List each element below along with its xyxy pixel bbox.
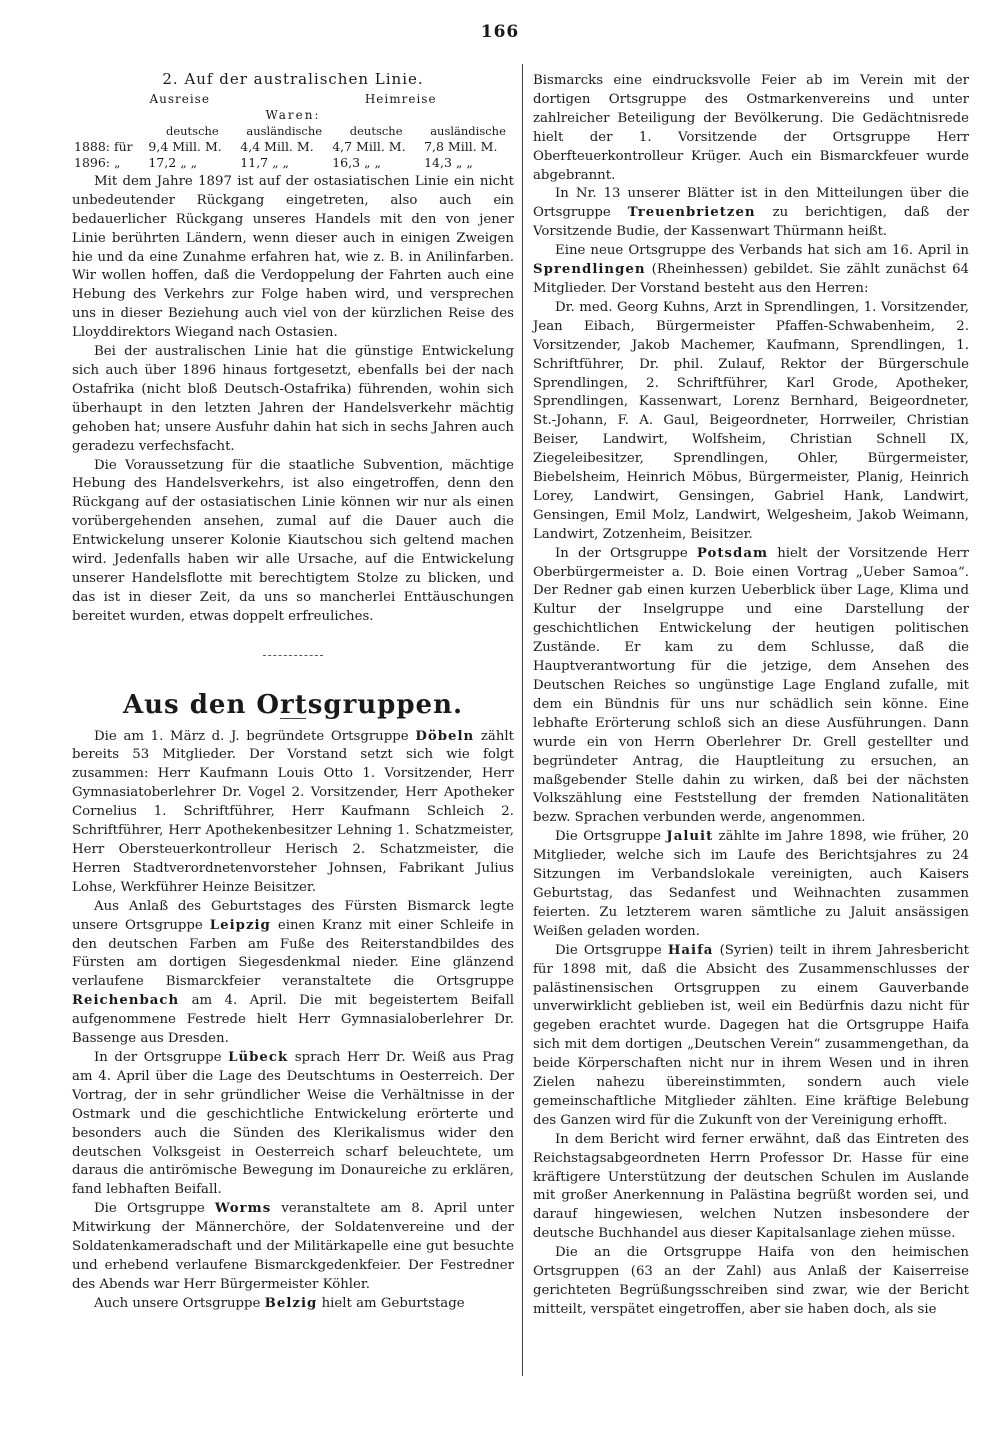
- paragraph: Auch unsere Ortsgruppe Belzig hielt am Geburtstage: [94, 1295, 465, 1311]
- table-header: deutsche: [349, 123, 403, 138]
- table-cell: 4,4 Mill. M.: [240, 138, 314, 154]
- place-name: Reichenbach: [72, 993, 180, 1009]
- goods-label: Waren:: [265, 107, 321, 122]
- table-header: [72, 123, 146, 139]
- paragraph: Die am 1. März d. J. begründete Ortsgruppe Döbeln zählt bereits 53 Mitglieder. Der Vorstand setzt sich wie folgt zusammen: Herr Kaufmann Louis Otto 1. Vorsitzender, Herr Gymnasiatoberlehrer Dr. Vogel 2. Vorsitzender, Herr Apotheker Cornelius 1. Schriftführer, Herr Kaufmann Schleich 2. Schriftführer, Herr Apothekenbesitzer Lehning 1. Schatzmeister, Herr Obersteuerkontrolleur Herisch 2. Schatzmeister, die Herren Stadtverordnetenvorsteher Johnsen, Fabrikant Julius Lohse, Werkführer Heinze Beisitzer.: [72, 728, 514, 895]
- paragraph: Bei der australischen Linie hat die günstige Entwickelung sich auch über 1896 hinaus fortgesetzt, ebenfalls bei der nach Ostafrika (nicht bloß Deutsch-Ostafrika) führenden, wohin sich überhaupt in den letzten Jahren der Handelsverkehr mächtig gehoben hat; unsere Ausfuhr dahin hat sich in sechs Jahren auch geradezu verfechsfacht.: [72, 344, 514, 454]
- column-divider: [522, 64, 523, 1376]
- section-separator: [263, 655, 323, 656]
- table-cell: 7,8 Mill. M.: [424, 138, 498, 154]
- place-name: Leipzig: [209, 917, 271, 933]
- place-name: Döbeln: [415, 728, 475, 744]
- place-name: Lübeck: [228, 1049, 289, 1065]
- table-header: ausländische: [246, 123, 323, 138]
- place-name: Jaluit: [666, 829, 714, 845]
- paragraph: Aus Anlaß des Geburtstages des Fürsten Bismarck legte unsere Ortsgruppe Leipzig einen Kranz mit einer Schleife in den deutschen Farben am Fuße des Reiterstandbildes des Fürsten am dortigen Siegesdenkmal nieder. Eine glänzend verlaufene Bismarckfeier veranstaltete die Ortsgruppe Reichenbach am 4. April. Die mit begeistertem Beifall aufgenommene Festrede hielt Herr Gymnasialoberlehrer Dr. Bassenge aus Dresden.: [72, 898, 515, 1047]
- paragraph: In Nr. 13 unserer Blätter ist in den Mitteilungen über die Ortsgruppe Treuenbrietzen zu berichtigen, daß der Vorsitzende Budie, der Kassenwart Thürmann heißt.: [533, 186, 970, 240]
- page-number: 166: [480, 22, 520, 42]
- table-cell: 17,2 „ „: [148, 154, 198, 170]
- table-header: deutsche: [165, 123, 219, 138]
- place-name: Belzig: [264, 1295, 318, 1311]
- main-heading: Aus den Ortsgruppen.: [122, 689, 464, 720]
- section-heading: 2. Auf der australischen Linie.: [162, 70, 424, 88]
- place-name: Worms: [214, 1201, 272, 1217]
- table-cell: 14,3 „ „: [424, 154, 473, 170]
- table-cell: 16,3 „ „: [332, 154, 381, 170]
- paragraph: Die Ortsgruppe Jaluit zählte im Jahre 1898, wie früher, 20 Mitglieder, welche sich im Laufe des Berichtsjahres zu 24 Sitzungen im Verbandslokale vereinigten, auch Kaisers Geburtstag, das Sedanfest und Weihnachten zusammen feierten. Zu letzterem waren sämtliche zu Jaluit ansässigen Weißen geladen worden.: [533, 829, 969, 939]
- paragraph: Die Ortsgruppe Worms veranstaltete am 8. April unter Mitwirkung der Männerchöre, der Soldatenvereine und der Soldatenkameradschaft und der Militärkapelle eine gut besuchte und erhebend verlaufene Bismarckgedenkfeier. Der Festredner des Abends war Herr Bürgermeister Köhler.: [72, 1201, 514, 1292]
- place-name: Haifa: [667, 942, 714, 958]
- table-row: [72, 155, 514, 171]
- place-name: Potsdam: [696, 545, 769, 561]
- table-cell: 1896: „: [74, 154, 121, 170]
- table-cell: 11,7 „ „: [240, 154, 290, 170]
- table-header-row: [72, 123, 514, 139]
- paragraph: In der Ortsgruppe Potsdam hielt der Vorsitzende Herr Oberbürgermeister a. D. Boie einen Vortrag „Ueber Samoa“. Der Redner gab einen kurzen Ueberblick über Lage, Klima und Kultur der Inselgruppe und eine Darstellung der geschichtlichen Entwickelung der heutigen politischen Zustände. Er kam zu dem Schlusse, daß die Hauptverantwortung für die jetzige, dem Ansehen des Deutschen Reiches so ungünstige Lage England zufalle, mit dem ein Bündnis für uns nur schädlich sein könne. Eine lebhafte Erörterung schloß sich an diese Ausführungen. Dann wurde ein von Herrn Oberlehrer Dr. Grell gestellter und begründeter Antrag, die Hauptleitung zu ersuchen, an maßgebender Stelle dahin zu wirken, daß bei der nächsten Volkszählung eine Feststellung der fremden Nationalitäten bezw. Sprachen verbunden werde, angenommen.: [533, 545, 969, 826]
- right-column: [533, 72, 969, 1320]
- paragraph: Die an die Ortsgruppe Haifa von den heimischen Ortsgruppen (63 an der Zahl) aus Anlaß der Kaiserreise gerichteten Begrüßungsschreiben sind zwar, wie der Bericht mitteilt, verspätet eingetroffen, aber sie haben doch, als sie: [533, 1245, 969, 1317]
- trade-direction-row: [72, 91, 514, 107]
- homeward-label: Heimreise: [364, 91, 437, 106]
- paragraph: In dem Bericht wird ferner erwähnt, daß das Eintreten des Reichstagsabgeordneten Herrn Professor Dr. Hasse für eine kräftigere Unterstützung der deutschen Schulen im Auslande mit großer Anerkennung in Palästina begrüßt worden sei, und darauf hingewiesen, welchen Nutzen insbesondere der deutsche Buchhandel aus dieser Kapitalsanlage ziehen müsse.: [533, 1131, 969, 1242]
- paragraph: Dr. med. Georg Kuhns, Arzt in Sprendlingen, 1. Vorsitzender, Jean Eibach, Bürgermeister Pfaffen-Schwabenheim, 2. Vorsitzender, Jakob Machemer, Kaufmann, Sprendlingen, 1. Schriftführer, Dr. phil. Zulauf, Rektor der Bürgerschule Sprendlingen, 2. Schriftführer, Karl Grode, Apotheker, Sprendlingen, Kassenwart, Lorenz Bernhard, Beigeordneter, St.-Johann, F. A. Gaul, Beigeordneter, Horrweiler, Christian Beiser, Landwirt, Wolfsheim, Christian Schnell IX, Ziegeleibesitzer, Sprendlingen, Ohler, Bürgermeister, Biebelsheim, Heinrich Möbus, Bürgermeister, Planig, Heinrich Lorey, Landwirt, Gensingen, Gabriel Hank, Landwirt, Gensingen, Emil Molz, Landwirt, Welgesheim, Jakob Weimann, Landwirt, Zotzenheim, Beisitzer.: [533, 299, 969, 542]
- table-cell: 4,7 Mill. M.: [332, 138, 406, 154]
- table-row: [72, 139, 514, 155]
- paragraph: Bismarcks eine eindrucksvolle Feier ab im Verein mit der dortigen Ortsgruppe des Ostmarkenvereins und unter zahlreicher Beteiligung der Bevölkerung. Die Gedächtnisrede hielt der 1. Vorsitzende der Ortsgruppe Herr Oberfteuerkontrolleur Krüger. Auch ein Bismarckfeuer wurde abgebrannt.: [533, 73, 969, 183]
- trade-table: [72, 123, 514, 171]
- table-header: ausländische: [430, 123, 506, 138]
- paragraph: In der Ortsgruppe Lübeck sprach Herr Dr. Weiß aus Prag am 4. April über die Lage des Deutschtums in Oesterreich. Der Vortrag, der in sehr gründlicher Weise die Verhältnisse in der Ostmark und die geschichtliche Entwickelung erörterte und besonders auch die Sünden des Klerikalismus wider den deutschen Volksgeist in Oesterreich scharf beleuchtete, um daraus die antirömische Bewegung im Donaureiche zu erklären, fand lebhaften Beifall.: [72, 1049, 514, 1198]
- left-column: [72, 70, 514, 1314]
- table-cell: 9,4 Mill. M.: [148, 138, 222, 154]
- paragraph: Mit dem Jahre 1897 ist auf der ostasiatischen Linie ein nicht unbedeutender Rückgang eingetreten, also auch ein bedauerlicher Rückgang unseres Handels mit den von jener Linie berührten Ländern, wenn dieser auch in einigen Zweigen hie und da eine Zunahme erfahren hat, wie z. B. in Anilinfarben. Wir wollen hoffen, daß die Verdoppelung der Fahrten auch eine Hebung des Verkehrs zur Folge haben wird, und versprechen uns in dieser Beziehung auch viel von der kürzlichen Reise des Lloyddirektors Wiegand nach Ostasien.: [72, 173, 514, 341]
- place-name: Treuenbrietzen: [627, 205, 756, 221]
- paragraph: Die Voraussetzung für die staatliche Subvention, mächtige Hebung des Handelsverkehrs, ist also eingetroffen, denn den Rückgang auf der ostasiatischen Linie können wir nur als einen vorübergehenden ansehen, zumal auf die Dauer auch die Entwickelung unserer Kolonie Kiautschou sich geltend machen wird. Jedenfalls haben wir alle Ursache, auf die Entwickelung unserer Handelsflotte mit berechtigtem Stolze zu blicken, und das ist in dieser Zeit, da uns so mancherlei Enttäuschungen bereitet wurden, etwas doppelt erfreuliches.: [72, 457, 514, 624]
- outward-label: Ausreise: [149, 91, 210, 106]
- place-name: Sprendlingen: [533, 262, 646, 278]
- paragraph: Eine neue Ortsgruppe des Verbands hat sich am 16. April in Sprendlingen (Rheinhessen) gebildet. Sie zählt zunächst 64 Mitglieder. Der Vorstand besteht aus den Herren:: [533, 243, 969, 296]
- table-cell: 1888: für: [74, 138, 133, 154]
- paragraph: Die Ortsgruppe Haifa (Syrien) teilt in ihrem Jahresbericht für 1898 mit, daß die Absicht des Zusammenschlusses der palästinensischen Ortsgruppen zu einem Gauverbande unverwirklicht geblieben ist, weil ein Bedürfnis dazu nicht für gegeben erachtet wurde. Dagegen hat die Ortsgruppe Haifa sich mit dem dortigen „Deutschen Verein“ zusammengethan, da beide Körperschaften nicht nur in ihrem Wesen und in ihren Zielen nahezu übereinstimmten, sondern auch viele gemeinschaftliche Mitglieder zählten. Eine kräftige Belebung des Ganzen wird für die Zukunft von der Vereinigung erhofft.: [533, 942, 969, 1128]
